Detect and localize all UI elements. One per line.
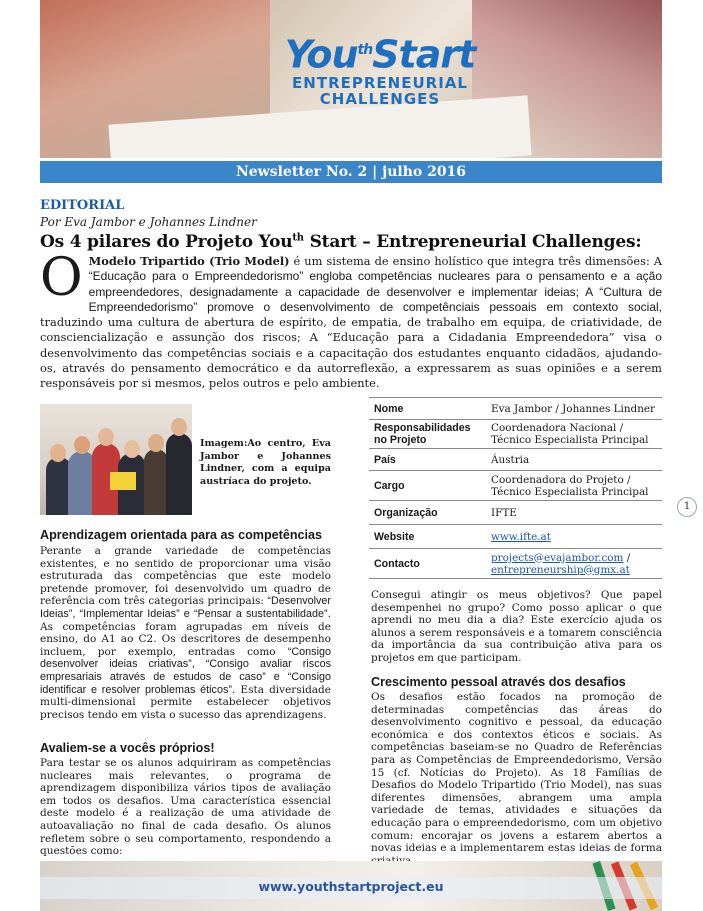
header-banner (40, 0, 662, 158)
footer-banner (40, 861, 662, 911)
contact-table (369, 397, 662, 579)
photo-caption: Imagem:Ao centro, Eva Jambor e Johannes Lindner, com a equipa austríaca do projeto. (200, 438, 331, 487)
website-link[interactable]: www.ifte.at (491, 530, 551, 543)
email-link-1[interactable]: projects@evajambor.com (491, 551, 624, 564)
logo-subtitle-1: ENTREPRENEURIAL (292, 73, 468, 92)
section-body: Perante a grande variedade de competências existentes, e no sentido de proporcionar uma visão estruturada das competências que este modelo pretende promover, foi desenvolvido um quadro de referência com três categorias principais: “Desenvolver Ideias”, “Implementar Ideias” e “Pensar a sustentabilidade”. As competências foram agrupadas em níveis de ensino, do A1 ao C2. Os descritores de desempenho incluem, por exemplo, entradas como “Consigo desenvolver ideias criativas”, “Consigo avaliar riscos empresariais através de estudos de caso” e “Consigo identificar e resolver problemas éticos”. Esta diversidade multi-dimensional permite estabelecer objetivos precisos tendo em vista o sucesso das aprendizagens. (40, 545, 331, 721)
table-row: Organização IFTE (369, 501, 662, 525)
section-heading: Avaliem-se a vocês próprios! (40, 741, 215, 755)
section-heading: Aprendizagem orientada para as competências (40, 528, 323, 542)
newsletter-bar: Newsletter No. 2 | julho 2016 (40, 161, 662, 183)
table-row: Responsabilidades no Projeto Coordenadora Nacional / Técnico Especialista Principal (369, 420, 662, 449)
intro-paragraph: O Modelo Tripartido (Trio Model) é um sistema de ensino holístico que integra três dimensões: A “Educação para o Empreendedorismo” engloba competências nucleares para o pensamento e a ação empreendedores, designadamente a capacidade de desenvolver e implementar ideias; A “Cultura de Empreendedorismo” promove o desenvolvimento de competênciais pessoais em contexto social, traduzindo uma cultura de abertura de espírito, de empatia, de trabalho em equipa, de criatividade, de consciencialização e assunção dos riscos; A “Educação para a Cidadania Empreendedora” visa o desenvolvimento das competências sociais e a capacitação dos estudantes enquanto cidadãos, ajudando-os, através do pensamento democrático e da autorreflexão, a expressarem as suas opiniões e a serem responsáveis por si mesmos, pelos outros e pelo ambiente. (40, 248, 662, 391)
logo-subtitle-2: CHALLENGES (319, 89, 441, 108)
section-body: Os desafios estão focados na promoção de determinadas competências das áreas do desenvolvimento cognitivo e pessoal, da educação económica e dos contextos éticos e sociais. As competências baseiam-se no Quadro de Referências para as Competências de Empreendedorismo, Versão 15 (cf. Notícias do Projeto). As 18 Famílias de Desafios do Modelo Tripartido (Trio Model), nas suas diferentes dimensões, abrangem uma ampla variedade de temas, atividades e situações da educação para o empreendedorismo, com um objetivo comum: encorajar os jovens a estarem abertos a novas ideias e a implementarem estas ideias de forma (371, 691, 662, 855)
byline: Por Eva Jambor e Johannes Lindner (40, 215, 257, 229)
section-body: Consegui atingir os meus objetivos? Que papel desempenhei no grupo? Como posso aplicar o que aprendi no meu dia a dia? Este exercício ajuda os alunos a serem responsáveis e a tomarem consciência da importância da sua contribuição ativa para os projetos em que participam. (371, 589, 662, 664)
yellow-sign (110, 472, 136, 490)
section-heading: Crescimento pessoal através dos desafios (371, 675, 626, 689)
table-row: Contacto projects@evajambor.com / entrepreneurship@gmx.at (369, 549, 662, 579)
table-row: País Áustria (369, 449, 662, 471)
email-link-2[interactable]: entrepreneurship@gmx.at (491, 563, 630, 576)
table-row: Nome Eva Jambor / Johannes Lindner (369, 398, 662, 420)
article-title: Os 4 pilares do Projeto You$^{th}$ Start – Entrepreneurial Challenges: (40, 232, 642, 252)
team-photo (40, 404, 192, 515)
table-row: Website www.ifte.at (369, 525, 662, 549)
section-label: EDITORIAL (40, 198, 125, 213)
footer-url[interactable]: www.youthstartproject.eu (258, 879, 444, 894)
youthstart-logo (250, 30, 510, 116)
logo-brand: You$^{th}$Start (284, 32, 476, 77)
page-number: 1 (677, 497, 697, 517)
drop-cap: O (40, 248, 83, 308)
table-row: Cargo Coordenadora do Projeto / Técnico Especialista Principal (369, 471, 662, 501)
section-body: Para testar se os alunos adquiriram as competências nucleares mais relevantes, o programa de aprendizagem disponibiliza vários tipos de avaliação em todos os desafios. Uma característica essencial deste modelo é a realização de uma atividade de autoavaliação no final de cada desafio. Os alunos refletem sobre o seu comportamento, respondendo a questões como: (40, 757, 331, 858)
